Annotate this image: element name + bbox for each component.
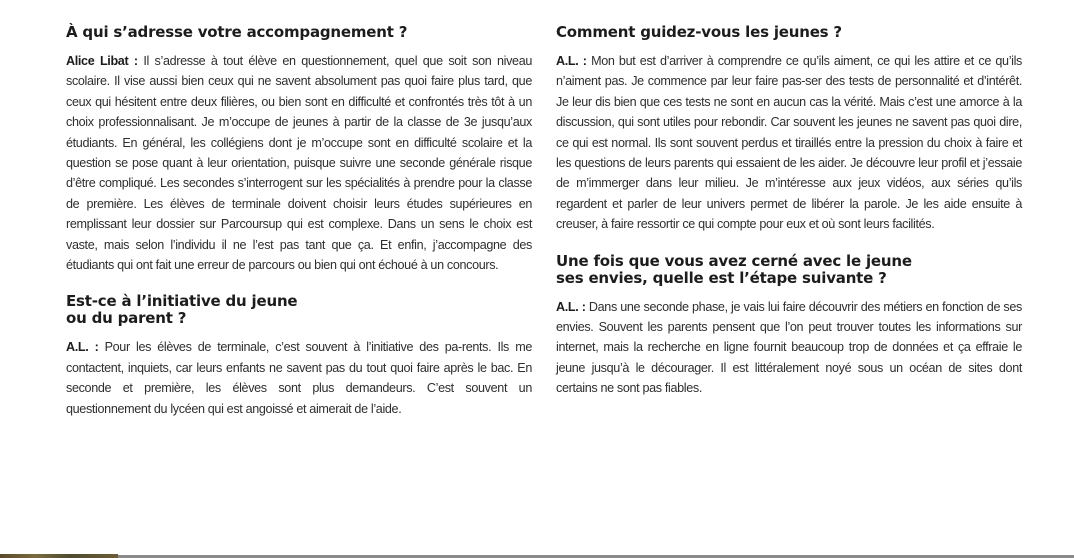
section-answer xyxy=(66,337,532,419)
section-answer xyxy=(66,51,532,275)
section-heading: Comment guidez-vous les jeunes ? xyxy=(556,23,842,41)
answer-text: Il s’adresse à tout élève en questionnement, quel que soit son niveau scolaire. Il vise aussi bien ceux qui ne savent absolument pas quoi faire plus tard, que ceux qui hésitent entre deux filières, ou bien sont en difficulté et confrontés très tôt à un choix professionnalisant. Je m’occupe de jeunes à partir de la classe de 3e jusqu’aux étudiants. En général, les collégiens dont je m’occupe sont en difficulté scolaire et la question se pose quant à leur orientation, puisque suivre une seconde générale risque d’être compliqué. Les secondes s’interrogent sur les spécialités à prendre pour la classe de première. Les élèves de terminale doivent choisir leurs études supérieures en remplissant leur dossier sur Parcoursup qui est complexe. Dans un sens le choix est vaste, mais selon l’individu il ne l’est pas tant que ça. Et enfin, j’accompagne des étudiants qui ont fait une erreur de parcours ou bien qui ont échoué à un concours. xyxy=(66,54,533,273)
answer-text: Dans une seconde phase, je vais lui faire découvrir des métiers en fonction de ses envies. Souvent les parents pensent que l’on peut trouver toutes les informations sur internet, mais la recherche en ligne fournit beaucoup trop de données et ça effraie le jeune jusqu’à le décourager. Il est littéralement noyé sous un océan de sites dont certains ne sont pas fiables. xyxy=(556,299,1022,396)
section-heading: Une fois que vous avez cerné avec le jeune ses envies, quelle est l’étape suivante ? xyxy=(556,251,912,287)
section-answer xyxy=(556,297,1022,399)
section-heading: À qui s’adresse votre accompagnement ? xyxy=(66,23,408,41)
right-column xyxy=(556,24,1022,417)
left-column xyxy=(66,24,532,437)
section-answer xyxy=(556,51,1022,235)
speaker-name: A.L. : xyxy=(66,340,99,355)
speaker-name: Alice Libat : xyxy=(66,54,138,68)
speaker-name: A.L. : xyxy=(556,54,587,68)
speaker-name: A.L. : xyxy=(556,299,586,314)
answer-text: Mon but est d’arriver à comprendre ce qu’ils aiment, ce qui les attire et ce qu’ils n’aiment pas. Je commence par leur faire pas-ser des tests de personnalité et d’intérêt. Je leur dis bien que ces tests ne sont en aucun cas la vérité. Mais c’est une amorce à la discussion, qui sont utiles pour rebondir. Car souvent les jeunes ne savent pas quoi dire, ce qui est normal. Ils sont souvent perdus et tiraillés entre la pression du choix à faire et les questions de leurs parents qui essaient de les aider. Je découvre leur profil et j’essaie de m’immerger dans leur milieu. Je m’intéresse aux jeux vidéos, aux séries qu’ils regardent et parler de leur univers permet de libérer la parole. Je les aide ensuite à creuser, à faire ressortir ce qui compte pour eux et où sont leurs facilités. xyxy=(556,54,1022,232)
cropped-photo-edge xyxy=(0,554,118,558)
answer-text: Pour les élèves de terminale, c’est souvent à l’initiative des pa-rents. Ils me contactent, inquiets, car leurs enfants ne savent pas du tout quoi faire après le bac. En seconde et première, les élèves sont plus demandeurs. C’est souvent un questionnement du lycéen qui est angoissé et aimerait de l’aide. xyxy=(66,340,532,416)
section-heading: Est-ce à l’initiative du jeune ou du parent ? xyxy=(66,292,298,328)
